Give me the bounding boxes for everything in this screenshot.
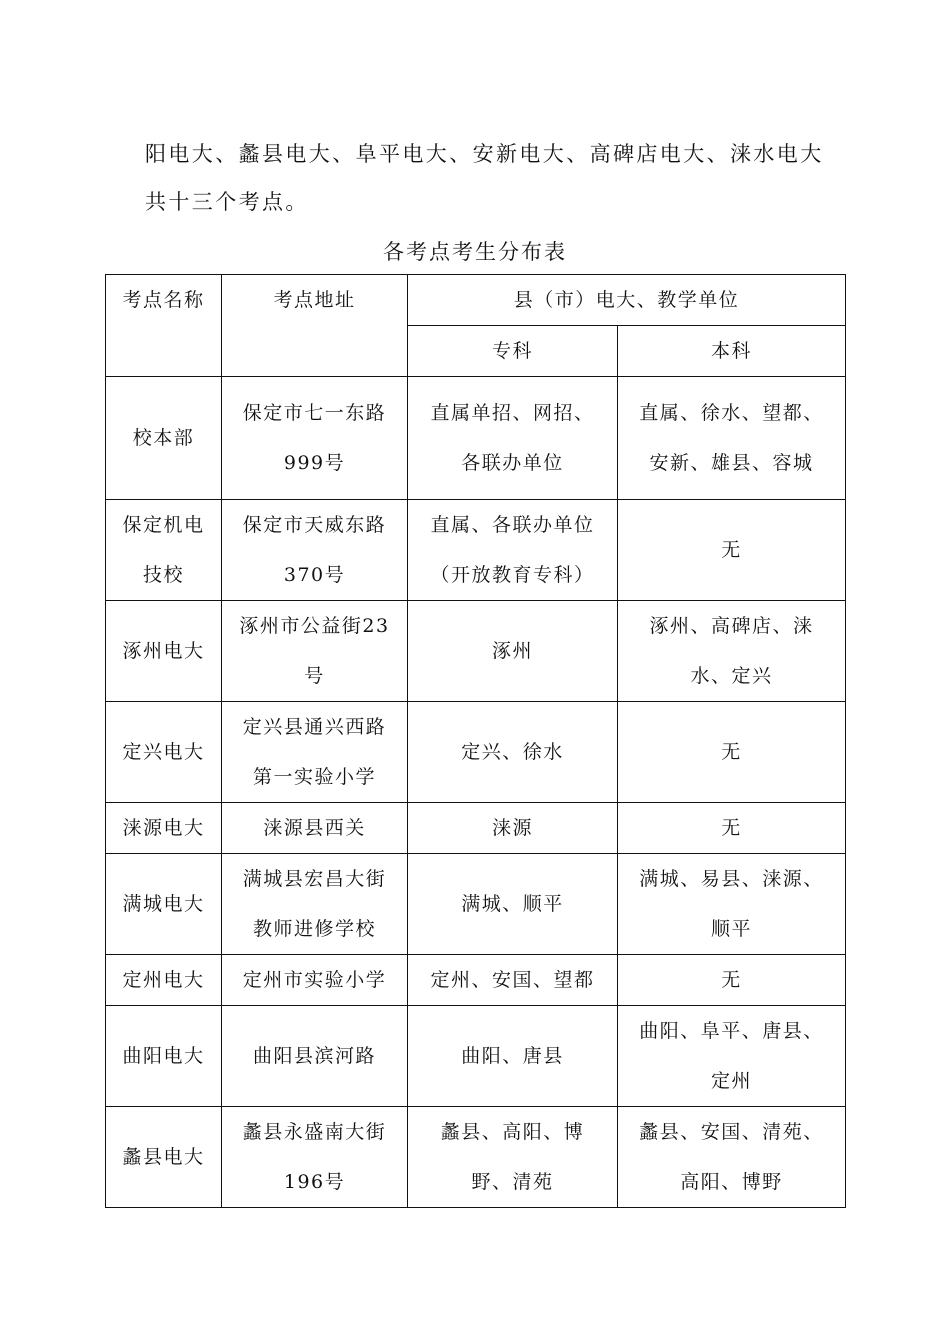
header-name: 考点名称	[106, 275, 222, 377]
cell-address	[222, 377, 408, 500]
cell-zhuanke	[408, 854, 618, 955]
cell-address	[222, 1006, 408, 1107]
cell-zhuanke-line: 野、清苑	[471, 1171, 554, 1193]
cell-zhuanke	[408, 1107, 618, 1208]
header-benke: 本科	[618, 326, 846, 377]
cell-address-line: 涿州市公益街23	[239, 615, 390, 637]
table-row	[106, 1006, 846, 1107]
table-row	[106, 377, 846, 500]
cell-name	[106, 377, 222, 500]
table-body	[106, 377, 846, 1208]
cell-zhuanke	[408, 803, 618, 854]
cell-benke-line: 涿州、高碑店、涞	[649, 615, 814, 637]
cell-name	[106, 854, 222, 955]
cell-name	[106, 803, 222, 854]
cell-benke	[618, 1006, 846, 1107]
header-zhuanke: 专科	[408, 326, 618, 377]
table-row	[106, 500, 846, 601]
cell-name-line: 曲阳电大	[122, 1045, 205, 1067]
table-row	[106, 601, 846, 702]
cell-address-line: 保定市天威东路	[242, 514, 387, 536]
cell-zhuanke-line: 定州、安国、望都	[430, 969, 595, 991]
cell-benke	[618, 702, 846, 803]
cell-address	[222, 1107, 408, 1208]
cell-address-line: 第一实验小学	[252, 766, 376, 788]
cell-zhuanke-line: 各联办单位	[461, 452, 564, 474]
cell-address	[222, 955, 408, 1006]
cell-name-line: 保定机电	[122, 514, 205, 536]
cell-address-line: 定兴县通兴西路	[242, 716, 387, 738]
cell-benke-line: 满城、易县、涞源、	[639, 868, 824, 890]
table-caption: 各考点考生分布表	[383, 240, 567, 264]
cell-address-line: 196号	[283, 1171, 346, 1193]
header-address: 考点地址	[222, 275, 408, 377]
cell-address-line: 教师进修学校	[252, 918, 376, 940]
cell-benke-line: 无	[721, 817, 742, 839]
cell-benke-line: 无	[721, 539, 742, 561]
cell-benke	[618, 500, 846, 601]
cell-address	[222, 854, 408, 955]
cell-name-line: 校本部	[132, 427, 195, 449]
cell-address	[222, 702, 408, 803]
cell-zhuanke-line: 直属、各联办单位	[430, 514, 595, 536]
cell-benke-line: 曲阳、阜平、唐县、	[639, 1020, 824, 1042]
table-row	[106, 854, 846, 955]
cell-name-line: 满城电大	[122, 893, 205, 915]
table-row	[106, 702, 846, 803]
exam-site-table	[105, 274, 846, 1208]
cell-benke	[618, 955, 846, 1006]
cell-address-line: 涞源县西关	[263, 817, 366, 839]
cell-zhuanke-line: （开放教育专科）	[430, 564, 595, 586]
cell-benke-line: 无	[721, 969, 742, 991]
cell-benke	[618, 803, 846, 854]
cell-benke-line: 安新、雄县、容城	[649, 452, 814, 474]
cell-address-line: 370号	[283, 564, 346, 586]
cell-name	[106, 702, 222, 803]
cell-zhuanke-line: 蠡县、高阳、博	[440, 1121, 585, 1143]
header-group: 县（市）电大、教学单位	[408, 275, 846, 326]
cell-zhuanke	[408, 377, 618, 500]
cell-zhuanke	[408, 1006, 618, 1107]
cell-address-line: 蠡县永盛南大街	[242, 1121, 387, 1143]
cell-benke-line: 直属、徐水、望都、	[639, 402, 824, 424]
cell-address	[222, 500, 408, 601]
cell-benke-line: 蠡县、安国、清苑、	[639, 1121, 824, 1143]
paragraph-line-2: 共十三个考点。	[145, 190, 309, 214]
cell-address-line: 999号	[283, 452, 346, 474]
cell-benke	[618, 854, 846, 955]
cell-zhuanke-line: 涿州	[491, 640, 533, 662]
cell-benke-line: 顺平	[711, 918, 753, 940]
cell-zhuanke-line: 曲阳、唐县	[461, 1045, 564, 1067]
cell-zhuanke-line: 满城、顺平	[461, 893, 564, 915]
cell-name-line: 蠡县电大	[122, 1146, 205, 1168]
cell-address-line: 曲阳县滨河路	[252, 1045, 376, 1067]
cell-address-line: 满城县宏昌大街	[242, 868, 387, 890]
cell-name-line: 定兴电大	[122, 741, 205, 763]
cell-zhuanke-line: 直属单招、网招、	[430, 402, 595, 424]
cell-name	[106, 500, 222, 601]
cell-address-line: 定州市实验小学	[242, 969, 387, 991]
cell-benke-line: 水、定兴	[690, 665, 773, 687]
cell-zhuanke	[408, 955, 618, 1006]
cell-name-line: 涿州电大	[122, 640, 205, 662]
cell-name	[106, 1107, 222, 1208]
cell-benke	[618, 377, 846, 500]
cell-address-line: 保定市七一东路	[242, 402, 387, 424]
cell-zhuanke-line: 涞源	[491, 817, 533, 839]
cell-address	[222, 601, 408, 702]
cell-name-line: 涞源电大	[122, 817, 205, 839]
cell-name	[106, 601, 222, 702]
cell-zhuanke	[408, 500, 618, 601]
table-row	[106, 803, 846, 854]
cell-benke	[618, 601, 846, 702]
cell-zhuanke-line: 定兴、徐水	[461, 741, 564, 763]
cell-name	[106, 955, 222, 1006]
cell-benke-line: 高阳、博野	[680, 1171, 783, 1193]
cell-name	[106, 1006, 222, 1107]
table-row	[106, 955, 846, 1006]
paragraph-line-1: 阳电大、蠡县电大、阜平电大、安新电大、高碑店电大、涞水电大	[145, 142, 824, 166]
cell-address-line: 号	[304, 665, 325, 687]
cell-benke-line: 定州	[711, 1070, 753, 1092]
cell-zhuanke	[408, 702, 618, 803]
cell-address	[222, 803, 408, 854]
cell-benke	[618, 1107, 846, 1208]
cell-zhuanke	[408, 601, 618, 702]
cell-name-line: 技校	[142, 564, 184, 586]
cell-benke-line: 无	[721, 741, 742, 763]
cell-name-line: 定州电大	[122, 969, 205, 991]
table-row	[106, 1107, 846, 1208]
